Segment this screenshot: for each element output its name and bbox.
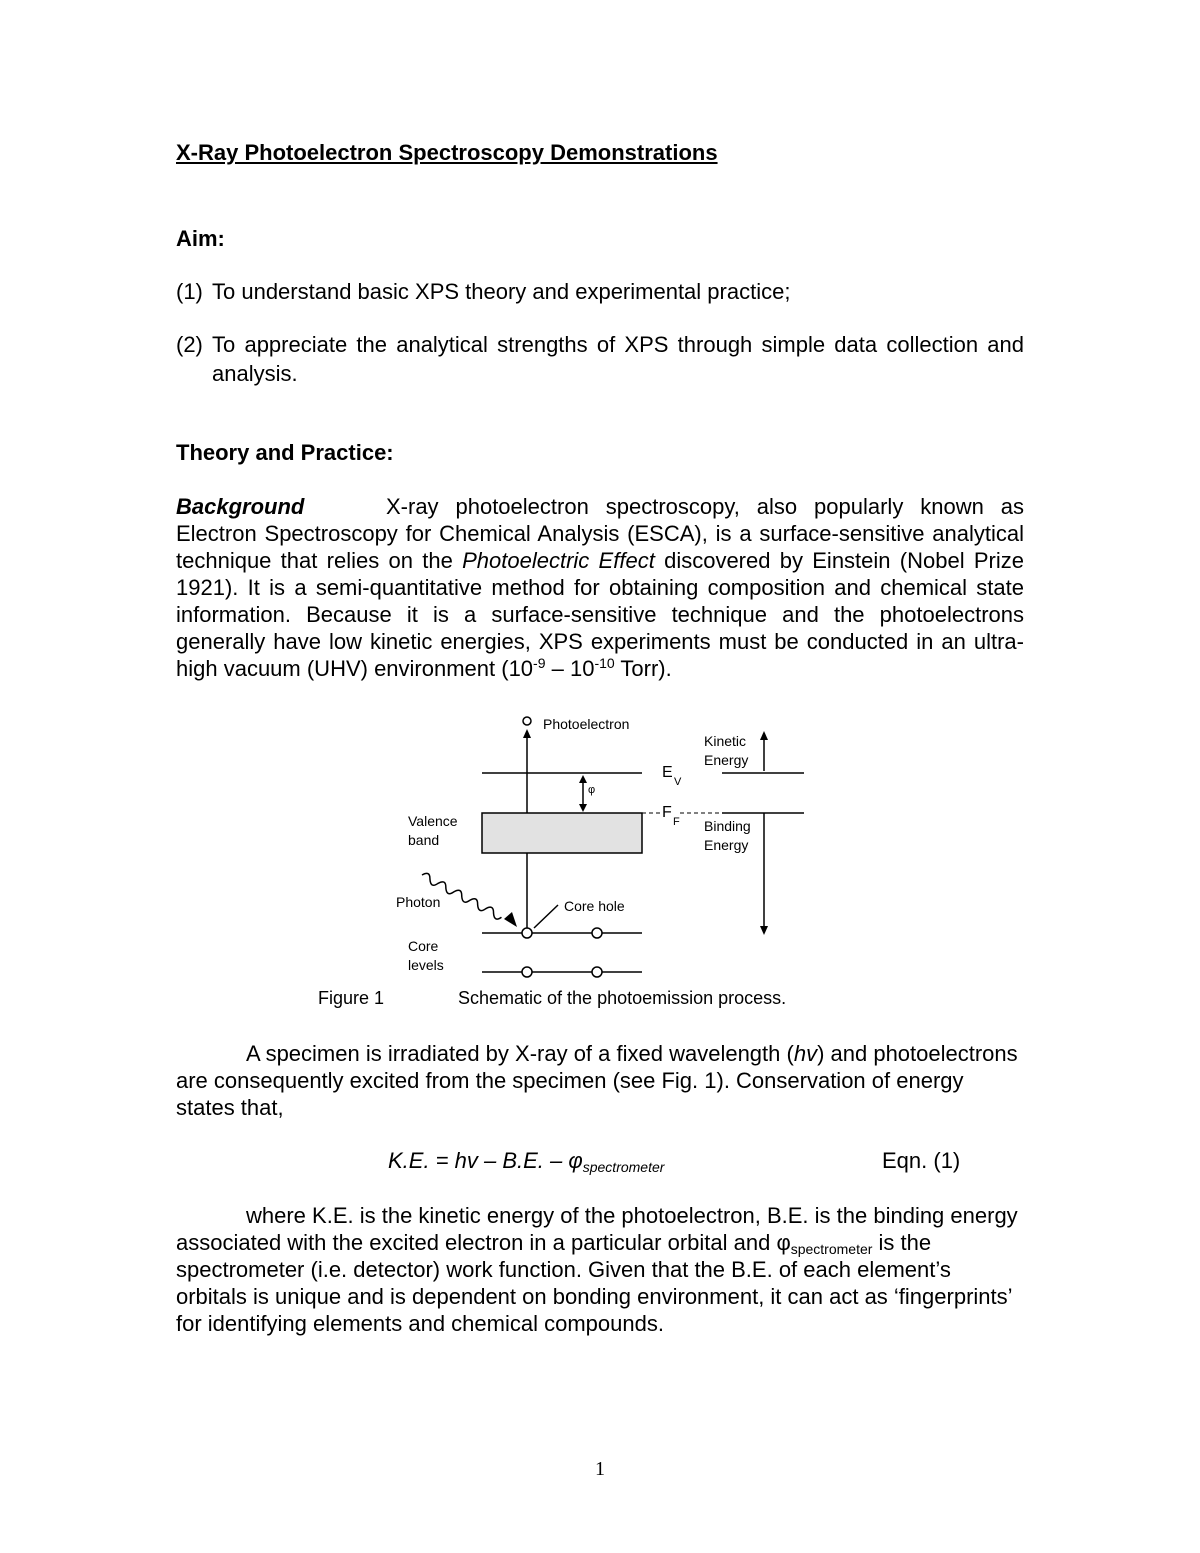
photoelectron-circle [523, 717, 531, 725]
aim-text: To appreciate the analytical strengths of XPS through simple data collection and analysis. [212, 332, 1024, 386]
vacuum-level-label: E [662, 764, 673, 781]
core-electron-circle [592, 928, 602, 938]
figure-caption-text: Schematic of the photoemission process. [458, 988, 787, 1008]
photoelectron-label: Photoelectron [543, 716, 630, 732]
figure-caption-label: Figure 1 [318, 988, 385, 1008]
core-label-2: levels [408, 957, 444, 973]
photoelectron-arrowhead [523, 729, 531, 738]
fermi-level-sub: F [673, 816, 680, 828]
core-electron-circle [522, 967, 532, 977]
binding-label-2: Energy [704, 837, 749, 853]
photoemission-diagram [380, 705, 830, 985]
photon-label: Photon [396, 894, 441, 910]
paragraph-specimen: A specimen is irradiated by X-ray of a fixed wavelength (hv) and photoelectrons are consequently excited from the specimen (see Fig. 1). Conservation of energy states that, [176, 1041, 1018, 1120]
aim-number: (2) [176, 332, 203, 357]
equation: K.E. = hv – B.E. – $\varphi_{spectrometer}$ [388, 1148, 665, 1175]
phi-arrowhead-down [579, 804, 587, 812]
valence-band-rect [482, 813, 642, 853]
page-title: X-Ray Photoelectron Spectroscopy Demonstrations [176, 140, 718, 165]
valence-label: Valence [408, 813, 458, 829]
binding-label: Binding [704, 818, 751, 834]
aim-text: To understand basic XPS theory and experimental practice; [212, 279, 791, 304]
core-hole-label: Core hole [564, 898, 625, 914]
background-label: Background [176, 494, 305, 519]
equation-label: Eqn. (1) [882, 1148, 961, 1173]
aim-number: (1) [176, 279, 203, 304]
fermi-level-label: F [662, 804, 672, 821]
core-electron-circle [592, 967, 602, 977]
core-hole-pointer [534, 905, 558, 928]
kinetic-label-2: Energy [704, 752, 749, 768]
vacuum-level-sub: V [674, 776, 682, 788]
kinetic-label: Kinetic [704, 733, 747, 749]
kinetic-arrowhead [760, 731, 768, 740]
binding-arrowhead [760, 926, 768, 935]
photon-arrowhead [504, 912, 517, 927]
aim-item-2 [176, 330, 1024, 388]
phi-label: φ [588, 784, 596, 796]
page-number: 1 [595, 1458, 605, 1480]
core-label: Core [408, 938, 439, 954]
valence-label-2: band [408, 832, 440, 848]
aim-heading: Aim: [176, 226, 225, 251]
background-paragraph: Background X-ray photoelectron spectroscopy, also popularly known as Electron Spectroscopy for Chemical Analysis (ESCA), is a surface-sensitive analytical technique that relies on the Photoelectric Effect discovered by Einstein (Nobel Prize 1921). It is a semi-quantitative method for obtaining composition and chemical state information. Because it is a surface-sensitive technique and the photoelectrons generally have low kinetic energies, XPS experiments must be conducted in an ultra-high vacuum (UHV) environment ($10^{-9} - 10^{-10}$ Torr). [176, 494, 1025, 681]
core-hole-circle [522, 928, 532, 938]
phi-arrowhead-up [579, 775, 587, 783]
aim-item-1 [176, 277, 1024, 306]
paragraph-where: where K.E. is the kinetic energy of the photoelectron, B.E. is the binding energy associated with the excited electron in a particular orbital and $\varphi_{spectrometer}$ is the spectrometer (i.e. detector) work function. Given that the B.E. of each element’s orbitals is unique and is dependent on bonding environment, it can act as ‘fingerprints’ for identifying elements and chemical compounds. [176, 1203, 1018, 1336]
theory-heading: Theory and Practice: [176, 440, 394, 465]
